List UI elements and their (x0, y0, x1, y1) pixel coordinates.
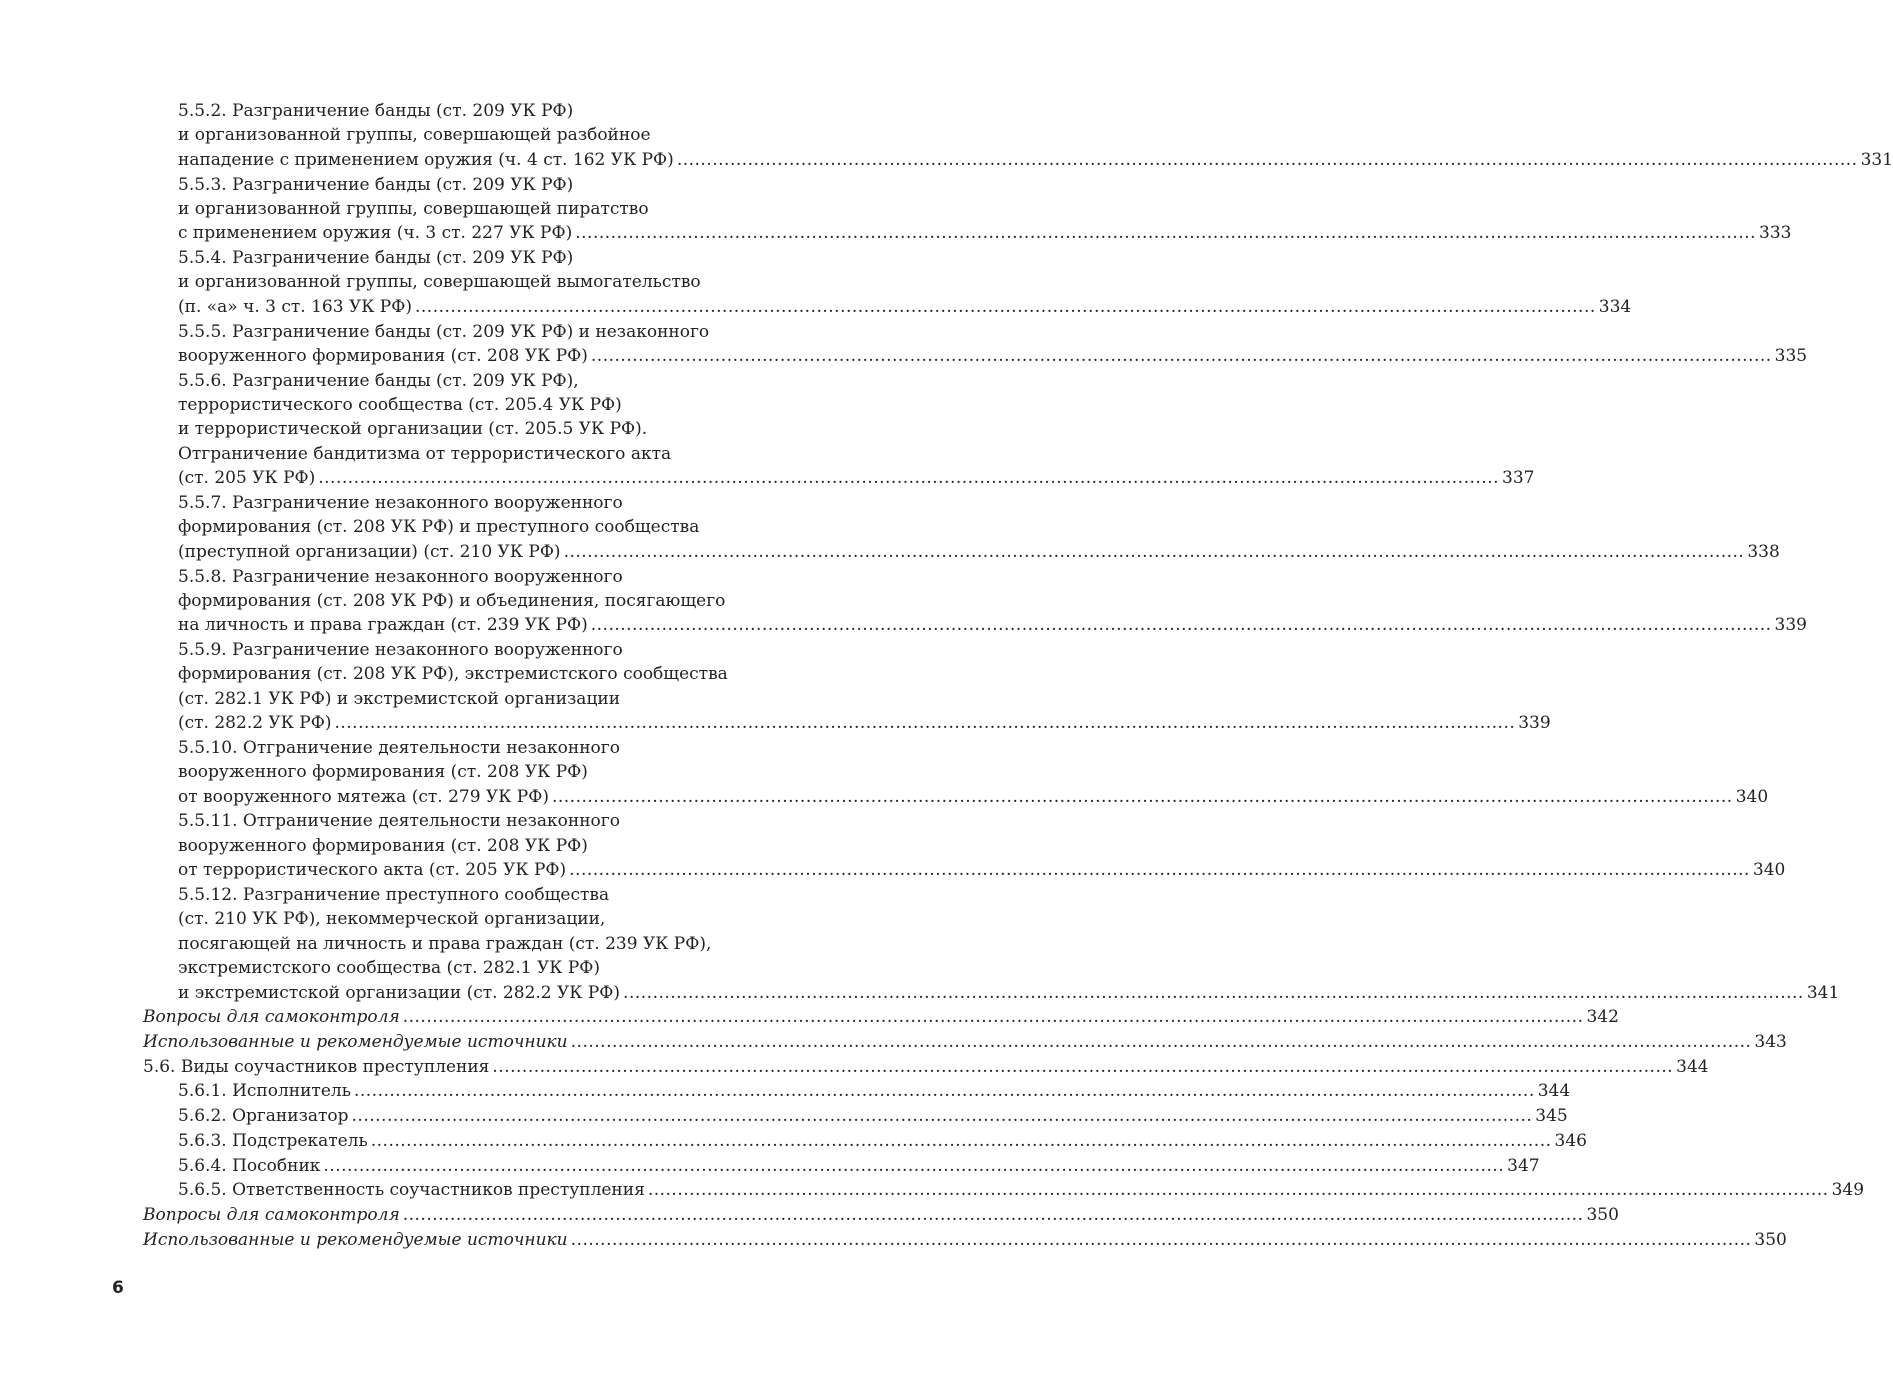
toc-page-number: 339 (1774, 615, 1807, 636)
toc-entry-last-line (178, 981, 1840, 1005)
dot-leader: ........................................................................................................................................................................................................ (334, 713, 1516, 734)
toc-entry[interactable] (0, 1178, 1865, 1202)
dot-leader: ........................................................................................................................................................................................................ (415, 296, 1596, 317)
dot-leader: ........................................................................................................................................................................................................ (575, 223, 1756, 244)
toc-entry[interactable] (0, 99, 1893, 172)
toc-entry-title: от террористического акта (ст. 205 УК РФ) (178, 860, 567, 881)
toc-page-number: 350 (1586, 1204, 1619, 1225)
toc-entry[interactable] (0, 565, 1807, 638)
dot-leader: ........................................................................................................................................................................................................ (323, 1155, 1505, 1176)
toc-entry-title: 5.6.1. Исполнитель (178, 1081, 351, 1102)
toc-entry-last-line (178, 540, 1780, 564)
toc-entry-title: 5.6.4. Пособник (178, 1155, 321, 1176)
toc-entry-title: на личность и права граждан (ст. 239 УК РФ) (178, 615, 588, 636)
toc-entry-last-line (178, 1129, 1587, 1153)
toc-page-number: 335 (1774, 345, 1808, 366)
toc-entry-last-line (178, 148, 1893, 172)
dot-leader: ........................................................................................................................................................................................................ (563, 541, 1745, 562)
toc-entry-line: Отграничение бандитизма от террористического акта (178, 443, 672, 464)
dot-leader: ........................................................................................................................................................................................................ (318, 468, 1500, 489)
toc-entry[interactable] (0, 1203, 1619, 1227)
toc-entry[interactable] (0, 246, 1632, 319)
toc-entry-title: (преступной организации) (ст. 210 УК РФ) (178, 541, 561, 562)
toc-entry[interactable] (0, 491, 1780, 564)
toc-page-number: 342 (1586, 1007, 1619, 1028)
dot-leader: ........................................................................................................................................................................................................ (492, 1056, 1674, 1077)
toc-entry-line: 5.5.11. Отграничение деятельности незаконного (178, 811, 620, 832)
dot-leader: ........................................................................................................................................................................................................ (570, 1229, 1752, 1250)
dot-leader: ........................................................................................................................................................................................................ (402, 1204, 1584, 1225)
dot-leader: ........................................................................................................................................................................................................ (647, 1180, 1829, 1201)
toc-entry-line: (ст. 282.1 УК РФ) и экстремистской организации (178, 688, 621, 709)
toc-page-number: 343 (1754, 1032, 1787, 1052)
toc-entry-last-line (143, 1005, 1619, 1029)
table-of-contents (0, 99, 1893, 1252)
toc-entry-title: Использованные и рекомендуемые источники (143, 1032, 568, 1052)
toc-entry-line: формирования (ст. 208 УК РФ) и объединения, посягающего (178, 590, 726, 611)
toc-page-number: 349 (1831, 1180, 1865, 1201)
toc-entry-line: вооруженного формирования (ст. 208 УК РФ) (178, 762, 588, 783)
toc-entry-line: и организованной группы, совершающей пиратство (178, 198, 649, 219)
toc-entry-last-line (143, 1203, 1619, 1227)
toc-page-number: 347 (1507, 1155, 1540, 1176)
dot-leader: ........................................................................................................................................................................................................ (676, 149, 1858, 170)
toc-entry[interactable] (0, 1154, 1540, 1178)
toc-entry-title: от вооруженного мятежа (ст. 279 УК РФ) (178, 786, 549, 807)
toc-entry[interactable] (0, 1055, 1709, 1079)
toc-entry-title: 5.6.2. Организатор (178, 1106, 349, 1127)
toc-entry-title: Вопросы для самоконтроля (143, 1204, 400, 1225)
toc-entry[interactable] (0, 1079, 1571, 1103)
toc-entry-line: 5.5.7. Разграничение незаконного вооруженного (178, 492, 623, 513)
toc-entry-title: 5.6.5. Ответственность соучастников преступления (178, 1180, 645, 1201)
toc-entry-title: Использованные и рекомендуемые источники (143, 1229, 568, 1250)
dot-leader: ........................................................................................................................................................................................................ (590, 345, 1772, 366)
toc-entry-last-line (178, 1079, 1571, 1103)
toc-page-number: 334 (1598, 296, 1632, 317)
toc-entry-title: и экстремистской организации (ст. 282.2 УК РФ) (178, 982, 621, 1003)
toc-page-number: 337 (1502, 468, 1535, 489)
toc-entry[interactable] (0, 1129, 1587, 1153)
toc-entry-line: и организованной группы, совершающей разбойное (178, 125, 651, 146)
dot-leader: ........................................................................................................................................................................................................ (353, 1081, 1535, 1102)
toc-entry-last-line (178, 613, 1807, 637)
toc-entry-title: Вопросы для самоконтроля (143, 1007, 400, 1028)
toc-page-number: 346 (1554, 1130, 1587, 1151)
toc-entry-title: (ст. 282.2 УК РФ) (178, 713, 332, 734)
toc-entry-line: 5.5.12. Разграничение преступного сообщества (178, 884, 610, 905)
toc-entry-line: экстремистского сообщества (ст. 282.1 УК РФ) (178, 958, 601, 979)
toc-entry-line: террористического сообщества (ст. 205.4 УК РФ) (178, 395, 622, 416)
toc-entry-line: 5.5.2. Разграничение банды (ст. 209 УК РФ) (178, 101, 574, 121)
toc-entry[interactable] (0, 320, 1808, 369)
toc-page-number: 338 (1747, 541, 1780, 562)
dot-leader: ........................................................................................................................................................................................................ (623, 982, 1804, 1003)
toc-entry-last-line (178, 785, 1769, 809)
toc-entry-title: вооруженного формирования (ст. 208 УК РФ) (178, 345, 588, 366)
toc-entry-line: (ст. 210 УК РФ), некоммерческой организации, (178, 909, 606, 930)
toc-entry-line: и террористической организации (ст. 205.5 УК РФ). (178, 419, 648, 440)
toc-page-number: 331 (1860, 149, 1893, 170)
toc-entry-title: нападение с применением оружия (ч. 4 ст. 162 УК РФ) (178, 149, 674, 170)
toc-entry-last-line (143, 1030, 1787, 1054)
toc-page-number: 333 (1759, 223, 1792, 244)
toc-entry-line: 5.5.5. Разграничение банды (ст. 209 УК РФ) и незаконного (178, 321, 710, 342)
toc-entry-last-line (178, 466, 1535, 490)
toc-entry[interactable] (0, 1030, 1787, 1054)
toc-page-number: 350 (1754, 1229, 1787, 1250)
toc-entry[interactable] (0, 1005, 1619, 1029)
toc-entry-line: 5.5.10. Отграничение деятельности незаконного (178, 737, 620, 758)
toc-entry-last-line (178, 711, 1551, 735)
toc-page-number: 341 (1806, 982, 1840, 1003)
toc-entry-line: 5.5.8. Разграничение незаконного вооруженного (178, 566, 623, 587)
toc-entry-line: 5.5.9. Разграничение незаконного вооруженного (178, 640, 623, 661)
toc-entry-last-line (143, 1055, 1709, 1079)
toc-entry[interactable] (0, 736, 1769, 809)
toc-page-number: 344 (1676, 1056, 1709, 1077)
toc-entry-last-line (178, 858, 1786, 882)
toc-entry-line: вооруженного формирования (ст. 208 УК РФ) (178, 835, 588, 856)
toc-entry[interactable] (0, 173, 1792, 246)
toc-page-number: 340 (1735, 786, 1769, 807)
toc-entry-line: 5.5.3. Разграничение банды (ст. 209 УК РФ) (178, 174, 574, 195)
toc-entry[interactable] (0, 1104, 1568, 1128)
dot-leader: ........................................................................................................................................................................................................ (351, 1106, 1533, 1127)
toc-entry[interactable] (0, 1228, 1787, 1252)
toc-entry-last-line (178, 221, 1792, 245)
page-number: 6 (112, 1278, 124, 1298)
toc-entry[interactable] (0, 369, 1535, 491)
dot-leader: ........................................................................................................................................................................................................ (551, 786, 1733, 807)
toc-entry-line: посягающей на личность и права граждан (ст. 239 УК РФ), (178, 933, 712, 954)
dot-leader: ........................................................................................................................................................................................................ (569, 860, 1750, 881)
toc-entry-last-line (178, 344, 1808, 368)
toc-entry-last-line (178, 295, 1632, 319)
toc-page-number: 345 (1535, 1106, 1568, 1127)
toc-entry-line: 5.5.4. Разграничение банды (ст. 209 УК РФ) (178, 248, 574, 269)
toc-page-number: 344 (1537, 1081, 1571, 1102)
toc-entry-last-line (178, 1154, 1540, 1178)
toc-page-number: 340 (1752, 860, 1786, 881)
toc-entry[interactable] (0, 638, 1551, 736)
dot-leader: ........................................................................................................................................................................................................ (570, 1032, 1752, 1052)
toc-entry-line: формирования (ст. 208 УК РФ) и преступного сообщества (178, 517, 700, 538)
dot-leader: ........................................................................................................................................................................................................ (402, 1007, 1584, 1028)
dot-leader: ........................................................................................................................................................................................................ (590, 615, 1772, 636)
toc-entry-title: 5.6.3. Подстрекатель (178, 1130, 368, 1151)
toc-entry-last-line (143, 1228, 1787, 1252)
toc-entry-title: (ст. 205 УК РФ) (178, 468, 316, 489)
toc-entry[interactable] (0, 809, 1786, 882)
toc-entry-title: (п. «а» ч. 3 ст. 163 УК РФ) (178, 296, 412, 317)
toc-entry[interactable] (0, 883, 1840, 1005)
toc-entry-last-line (178, 1104, 1568, 1128)
toc-entry-title: 5.6. Виды соучастников преступления (143, 1056, 490, 1077)
toc-entry-last-line (178, 1178, 1865, 1202)
toc-page-number: 339 (1518, 713, 1551, 734)
toc-entry-line: 5.5.6. Разграничение банды (ст. 209 УК РФ), (178, 370, 579, 391)
dot-leader: ........................................................................................................................................................................................................ (370, 1130, 1552, 1151)
toc-entry-line: формирования (ст. 208 УК РФ), экстремистского сообщества (178, 664, 728, 685)
toc-entry-title: с применением оружия (ч. 3 ст. 227 УК РФ) (178, 223, 573, 244)
toc-entry-line: и организованной группы, совершающей вымогательство (178, 272, 701, 293)
